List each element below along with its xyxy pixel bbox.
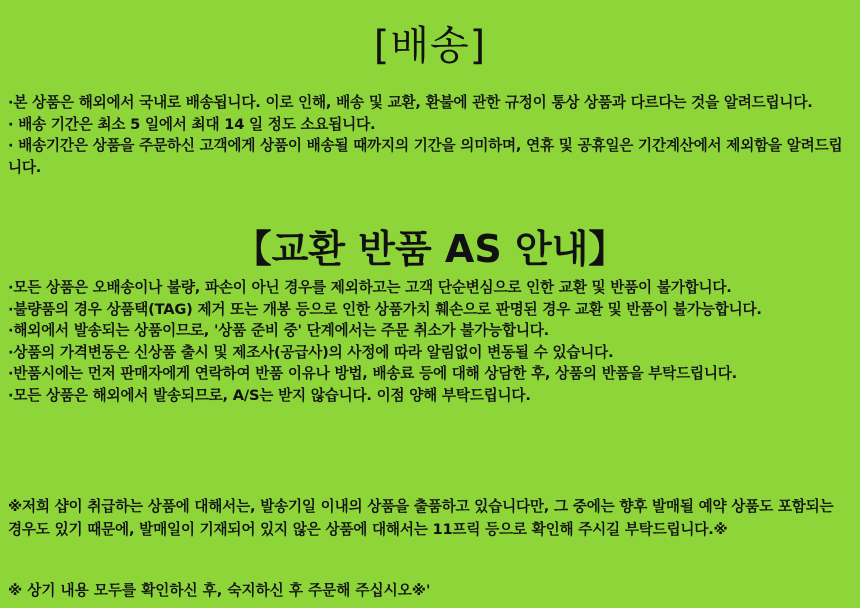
preorder-note: ※저희 샵이 취급하는 상품에 대해서는, 발송기일 이내의 상품을 출품하고 있습니다만, 그 중에는 향후 발매될 예약 상품도 포함되는 경우도 있기 때문에, 발매일이 기재되어 있지 않은 상품에 대해서는 11프릭 등으로 확인해 주시길 부탁드립니다.※ xyxy=(8,498,834,538)
exchange-return-title: 【교환 반품 AS 안내】 xyxy=(233,227,627,271)
exchange-item: ·해외에서 발송되는 상품이므로, '상품 준비 중' 단계에서는 주문 취소가 불가능합니다. xyxy=(8,322,550,339)
exchange-item: ·불량품의 경우 상품택(TAG) 제거 또는 개봉 등으로 인한 상품가치 훼손으로 판명된 경우 교환 및 반품이 불가능합니다. xyxy=(8,300,762,318)
shipping-title: [배송] xyxy=(373,23,487,69)
exchange-item: ·모든 상품은 오배송이나 불량, 파손이 아닌 경우를 제외하고는 고객 단순변심으로 인한 교환 및 반품이 불가합니다. xyxy=(8,279,732,296)
exchange-item: ·상품의 가격변동은 신상품 출시 및 제조사(공급사)의 사정에 따라 알림없이 변동될 수 있습니다. xyxy=(8,343,614,361)
exchange-return-info-block xyxy=(8,277,846,406)
shipping-item: · 배송기간은 상품을 주문하신 고객에게 상품이 배송될 때까지의 기간을 의미하며, 연휴 및 공휴일은 기간계산에서 제외함을 알려드립니다. xyxy=(8,137,843,176)
exchange-item: ·반품시에는 먼저 판매자에게 연락하여 반품 이유나 방법, 배송료 등에 대해 상담한 후, 상품의 반품을 부탁드립니다. xyxy=(8,365,737,382)
shipping-item: ·본 상품은 해외에서 국내로 배송됩니다. 이로 인해, 배송 및 교환, 환불에 관한 규정이 통상 상품과 다르다는 것을 알려드립니다. xyxy=(8,94,813,111)
shipping-item: · 배송 기간은 최소 5 일에서 최대 14 일 정도 소요됩니다. xyxy=(8,115,376,133)
exchange-item: ·모든 상품은 해외에서 발송되므로, A/S는 받지 않습니다. 이점 양해 부탁드립니다. xyxy=(8,386,531,404)
final-confirmation-note: ※ 상기 내용 모두를 확인하신 후, 숙지하신 후 주문해 주십시오※' xyxy=(8,582,431,599)
shipping-info-block xyxy=(8,92,846,178)
